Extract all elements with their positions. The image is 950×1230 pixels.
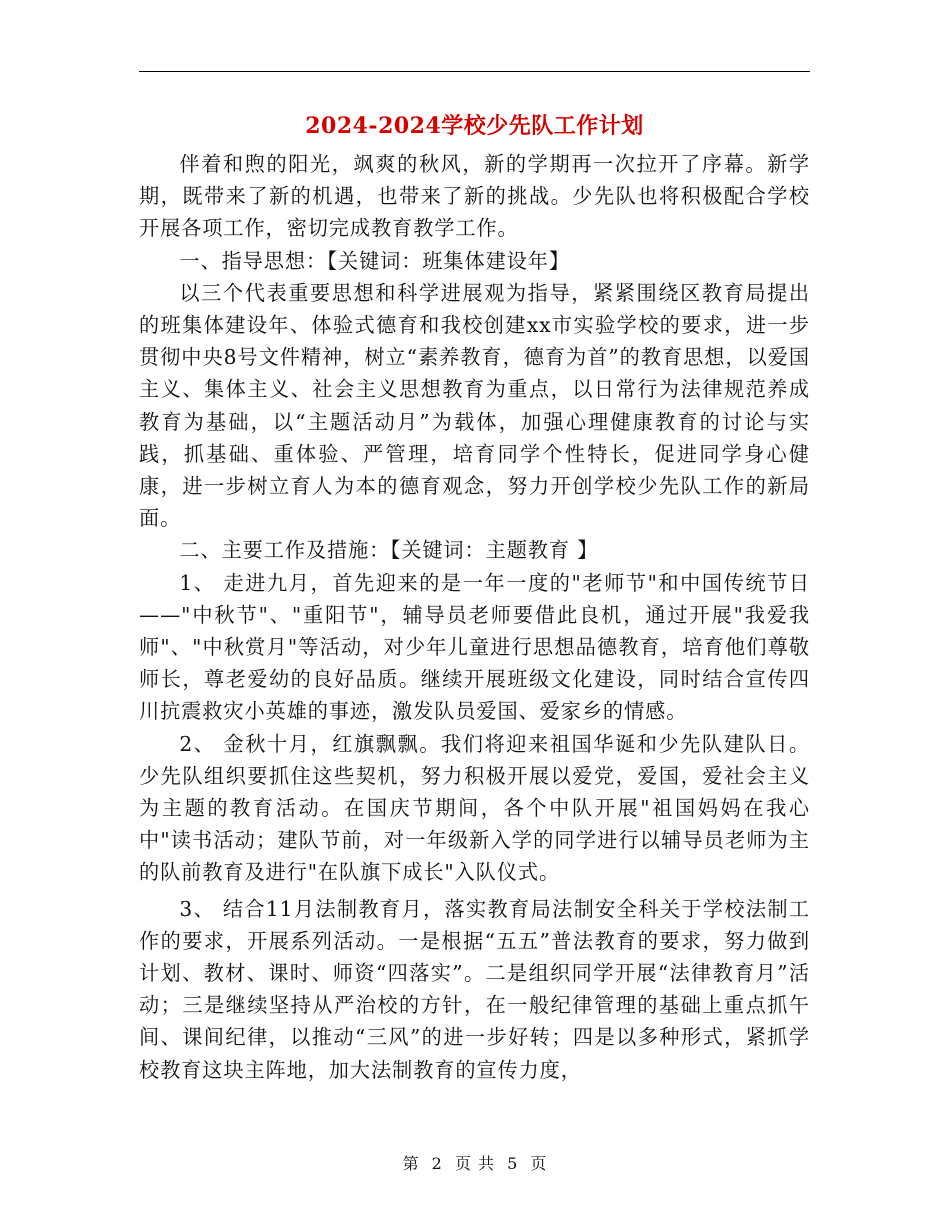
- footer-total-pages: 5: [507, 1154, 519, 1173]
- footer-suffix: 页: [530, 1154, 548, 1173]
- paragraph-item-3: 3、 结合11月法制教育月，落实教育局法制安全科关于学校法制工作的要求，开展系列活动。一是根据“五五”普法教育的要求，努力做到计划、教材、课时、师资“四落实”。二是组织同学开展“法律教育月”活动；三是继续坚持从严治校的方针，在一般纪律管理的基础上重点抓午间、课间纪律，以推动“三风”的进一步好转；四是以多种形式，紧抓学校教育这块主阵地，加大法制教育的宣传力度，: [139, 896, 810, 1082]
- document-title: 2024-2024学校少先队工作计划: [305, 113, 644, 139]
- paragraph-guiding-thought: 以三个代表重要思想和科学进展观为指导，紧紧围绕区教育局提出的班集体建设年、体验式德育和我校创建xx市实验学校的要求，进一步贯彻中央8号文件精神，树立“素养教育，德育为首”的教育思想，以爱国主义、集体主义、社会主义思想教育为重点，以日常行为法律规范养成教育为基础，以“主题活动月”为载体，加强心理健康教育的讨论与实践，抓基础、重体验、严管理，培育同学个性特长，促进同学身心健康，进一步树立育人为本的德育观念，努力开创学校少先队工作的新局面。: [139, 280, 810, 531]
- paragraph-item-2: 2、 金秋十月，红旗飘飘。我们将迎来祖国华诞和少先队建队日。少先队组织要抓住这些契机，努力积极开展以爱党，爱国，爱社会主义为主题的教育活动。在国庆节期间，各个中队开展"祖国妈妈在我心中"读书活动；建队节前，对一年级新入学的同学进行以辅导员老师为主的队前教育及进行"在队旗下成长"入队仪式。: [139, 731, 810, 885]
- heading-main-work: 二、主要工作及措施：【关键词：主题教育 】: [179, 538, 599, 563]
- heading-guiding-thought: 一、指导思想：【关键词：班集体建设年】: [179, 248, 570, 273]
- footer-middle: 页 共: [454, 1154, 496, 1173]
- paragraph-intro: 伴着和煦的阳光，飒爽的秋风，新的学期再一次拉开了序幕。新学期，既带来了新的机遇，也带来了新的挑战。少先队也将积极配合学校开展各项工作，密切完成教育教学工作。: [139, 152, 810, 241]
- footer-current-page: 2: [431, 1154, 443, 1173]
- footer-prefix: 第: [402, 1154, 420, 1173]
- page-footer: [0, 1153, 950, 1175]
- document-body: [139, 148, 810, 1086]
- header-rule: [139, 71, 810, 72]
- paragraph-item-1: 1、 走进九月，首先迎来的是一年一度的"老师节"和中国传统节日——"中秋节"、"重阳节"，辅导员老师要借此良机，通过开展"我爱我师"、"中秋赏月"等活动，对少年儿童进行思想品德教育，培育他们尊敬师长，尊老爱幼的良好品质。继续开展班级文化建设，同时结合宣传四川抗震救灾小英雄的事迹，激发队员爱国、爱家乡的情感。: [139, 570, 810, 724]
